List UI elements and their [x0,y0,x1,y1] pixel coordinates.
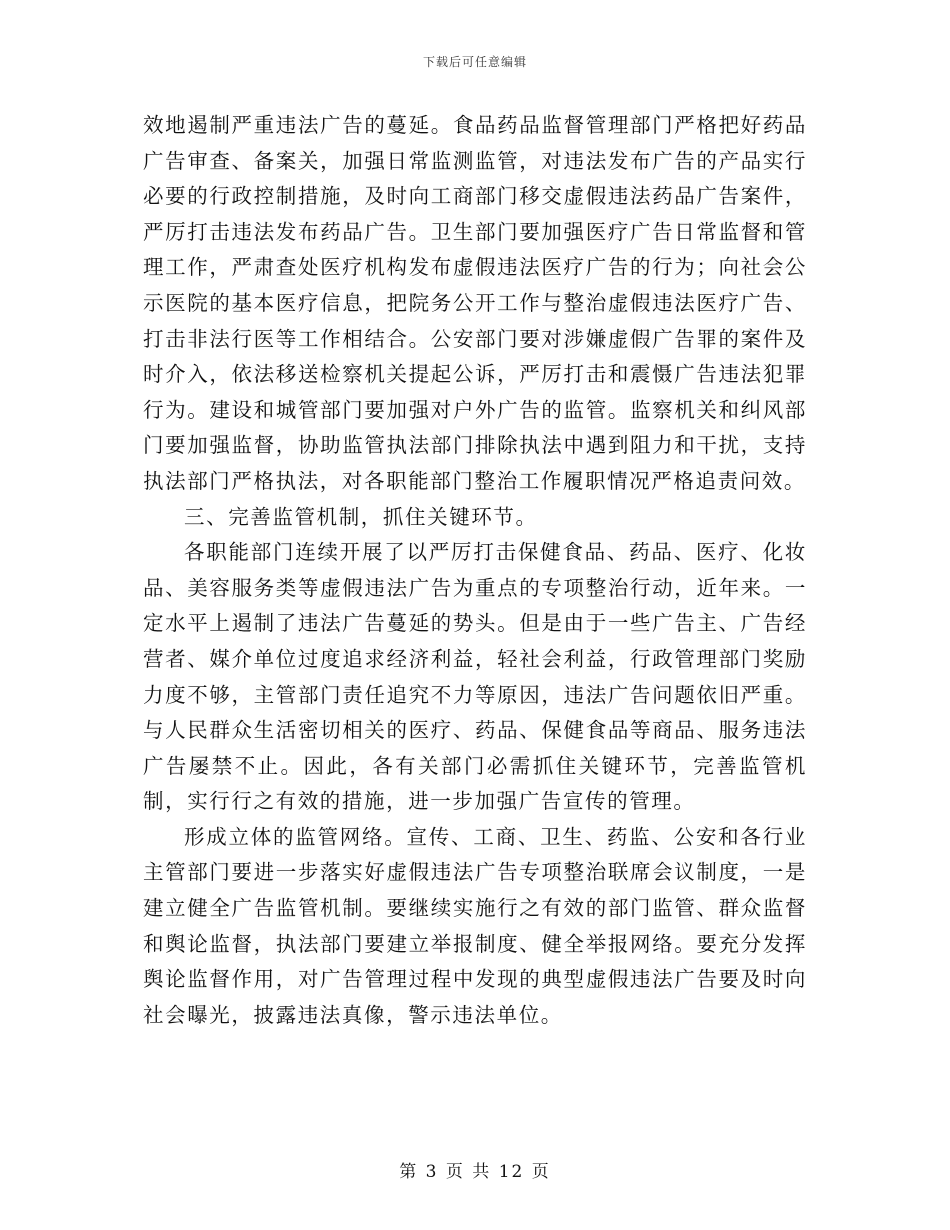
page-number: 第 3 页 共 12 页 [399,1162,551,1182]
section-heading-3: 三、完善监管机制，抓住关键环节。 [184,504,538,529]
page-header: 下载后可任意编辑 [422,55,527,69]
document-body [143,108,807,1033]
paragraph-3: 形成立体的监管网络。宣传、工商、卫生、药监、公安和各行业主管部门要进一步落实好虚假违法广告专项整治联席会议制度，一是建立健全广告监管机制。要继续实施行之有效的部门监管、群众监督和舆论监督，执法部门要建立举报制度、健全举报网络。要充分发挥舆论监督作用，对广告管理过程中发现的典型虚假违法广告要及时向社会曝光，披露违法真像，警示违法单位。 [143,824,807,1027]
paragraph-1: 效地遏制严重违法广告的蔓延。食品药品监督管理部门严格把好药品广告审查、备案关，加强日常监测监管，对违法发布广告的产品实行必要的行政控制措施，及时向工商部门移交虚假违法药品广告案件，严厉打击违法发布药品广告。卫生部门要加强医疗广告日常监督和管理工作，严肃查处医疗机构发布虚假违法医疗广告的行为；向社会公示医院的基本医疗信息，把院务公开工作与整治虚假违法医疗广告、打击非法行医等工作相结合。公安部门要对涉嫌虚假广告罪的案件及时介入，依法移送检察机关提起公诉，严厉打击和震慑广告违法犯罪行为。建设和城管部门要加强对户外广告的监管。监察机关和纠风部门要加强监督，协助监管执法部门排除执法中遇到阻力和干扰，支持执法部门严格执法，对各职能部门整治工作履职情况严格追责问效。 [143,113,807,493]
paragraph-2: 各职能部门连续开展了以严厉打击保健食品、药品、医疗、化妆品、美容服务类等虚假违法广告为重点的专项整治行动，近年来。一定水平上遏制了违法广告蔓延的势头。但是由于一些广告主、广告经营者、媒介单位过度追求经济利益，轻社会利益，行政管理部门奖励力度不够，主管部门责任追究不力等原因，违法广告问题依旧严重。与人民群众生活密切相关的医疗、药品、保健食品等商品、服务违法广告屡禁不止。因此，各有关部门必需抓住关键环节，完善监管机制，实行行之有效的措施，进一步加强广告宣传的管理。 [143,540,807,814]
